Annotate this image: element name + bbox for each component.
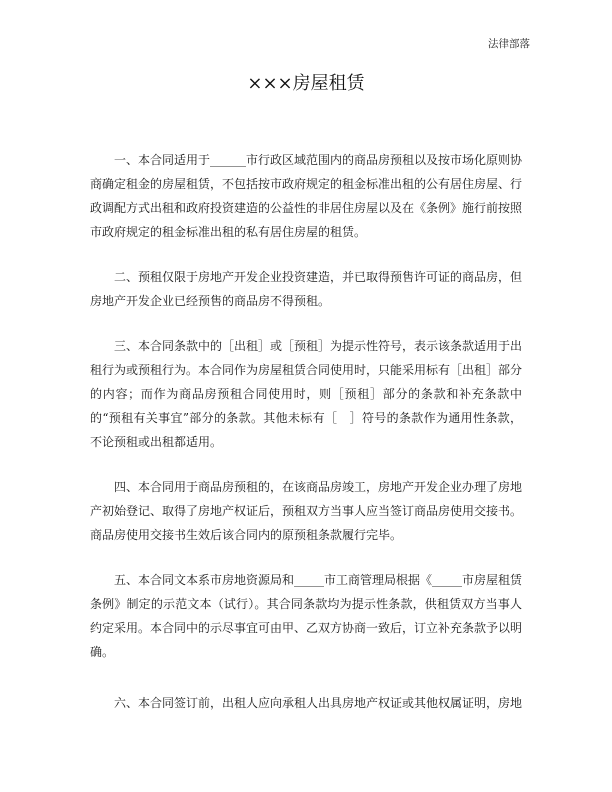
clause-3: 三、本合同条款中的［出租］或［预租］为提示性符号，表示该条款适用于出租行为或预租行为。本合同作为房屋租赁合同使用时，只能采用标有［出租］部分的内容；而作为商品房预租合同使用时，则［预租］部分的条款和补充条款中的“预租有关事宜”部分的条款。其他未标有［ ］符号的条款作为通用性条款，不论预租或出租都适用。 (90, 339, 523, 449)
clause-6: 六、本合同签订前，出租人应向承租人出具房地产权证或其他权属证明，房地 (114, 696, 523, 710)
clause-2: 二、预租仅限于房地产开发企业投资建造，并已取得预售许可证的商品房，但房地产开发企业已经预售的商品房不得预租。 (90, 270, 523, 308)
document-title: ×××房屋租赁 (247, 73, 365, 94)
clause-5: 五、本合同文本系市房地资源局和_____市工商管理局根据《_____市房屋租赁条例》制定的示范文本（试行）。其合同条款均为提示性条款，供租赁双方当事人约定采用。本合同中的示尽事宜可由甲、乙双方协商一致后，订立补充条款予以明确。 (90, 573, 523, 659)
clause-4: 四、本合同用于商品房预租的，在该商品房竣工，房地产开发企业办理了房地产初始登记、取得了房地产权证后，预租双方当事人应当签订商品房使用交接书。商品房使用交接书生效后该合同内的原预租条款履行完毕。 (90, 480, 523, 542)
clause-1: 一、本合同适用于______市行政区域范围内的商品房预租以及按市场化原则协商确定租金的房屋租赁，不包括按市政府规定的租金标准出租的公有居住房屋、行政调配方式出租和政府投资建造的公益性的非居住房屋以及在《条例》施行前按照市政府规定的租金标准出租的私有居住房屋的租赁。 (90, 153, 523, 239)
document-body (90, 148, 522, 736)
header-brand: 法律部落 (488, 38, 530, 50)
